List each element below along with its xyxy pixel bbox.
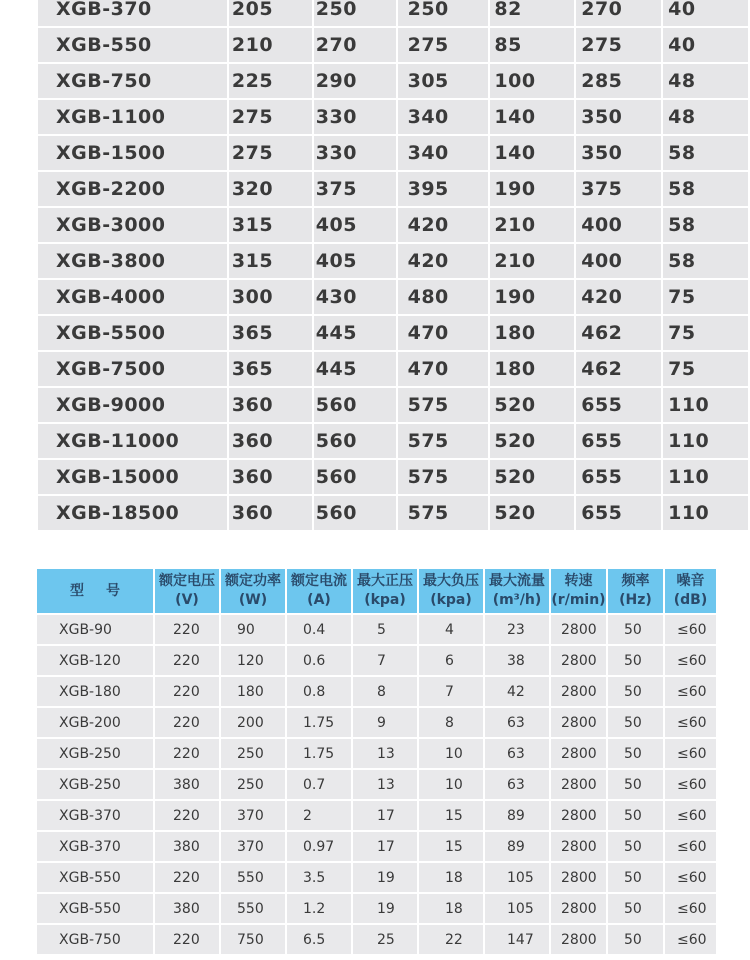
value-cell: 110 — [663, 424, 748, 458]
value-cell: 50 — [608, 832, 663, 861]
header-noise — [665, 569, 716, 613]
header-unit: (kpa) — [364, 592, 406, 608]
value-cell: 2800 — [551, 801, 606, 830]
table-row — [38, 388, 748, 422]
value-cell: 58 — [663, 172, 748, 206]
value-cell: 290 — [314, 64, 396, 98]
value-cell: 180 — [490, 352, 574, 386]
table-row — [38, 244, 748, 278]
model-cell: XGB-4000 — [38, 280, 227, 314]
value-cell: ≤60 — [665, 615, 716, 644]
value-cell: 40 — [663, 28, 748, 62]
model-cell: XGB-3000 — [38, 208, 227, 242]
value-cell: 75 — [663, 280, 748, 314]
value-cell: 58 — [663, 244, 748, 278]
value-cell: 2800 — [551, 677, 606, 706]
header-unit: (W) — [238, 592, 268, 608]
value-cell: 190 — [490, 172, 574, 206]
table-row — [38, 496, 748, 530]
value-cell: 50 — [608, 925, 663, 954]
value-cell: 13 — [353, 770, 417, 799]
value-cell: 140 — [490, 136, 574, 170]
value-cell: 15 — [419, 801, 483, 830]
value-cell: 315 — [229, 208, 312, 242]
header-label: 最大负压 — [423, 573, 479, 589]
model-cell: XGB-370 — [37, 832, 153, 861]
value-cell: 550 — [221, 894, 285, 923]
value-cell: 22 — [419, 925, 483, 954]
value-cell: 2800 — [551, 615, 606, 644]
value-cell: 50 — [608, 770, 663, 799]
value-cell: 420 — [398, 244, 489, 278]
value-cell: 48 — [663, 64, 748, 98]
value-cell: 13 — [353, 739, 417, 768]
value-cell: 520 — [490, 424, 574, 458]
model-cell: XGB-7500 — [38, 352, 227, 386]
value-cell: 305 — [398, 64, 489, 98]
value-cell: 300 — [229, 280, 312, 314]
value-cell: 2800 — [551, 708, 606, 737]
value-cell: 655 — [576, 388, 661, 422]
value-cell: 462 — [576, 316, 661, 350]
value-cell: 520 — [490, 496, 574, 530]
value-cell: 220 — [155, 863, 219, 892]
value-cell: ≤60 — [665, 894, 716, 923]
spec-table — [35, 567, 718, 956]
value-cell: 1.75 — [287, 739, 351, 768]
value-cell: 560 — [314, 424, 396, 458]
value-cell: 285 — [576, 64, 661, 98]
value-cell: 23 — [485, 615, 549, 644]
value-cell: 315 — [229, 244, 312, 278]
table-row — [37, 925, 716, 954]
value-cell: 250 — [221, 770, 285, 799]
header-label: 额定电压 — [159, 573, 215, 589]
model-cell: XGB-750 — [37, 925, 153, 954]
value-cell: 350 — [576, 136, 661, 170]
value-cell: 560 — [314, 460, 396, 494]
value-cell: 9 — [353, 708, 417, 737]
value-cell: 110 — [663, 460, 748, 494]
value-cell: 18 — [419, 894, 483, 923]
value-cell: 2800 — [551, 770, 606, 799]
value-cell: 58 — [663, 208, 748, 242]
value-cell: 90 — [221, 615, 285, 644]
header-unit: (A) — [307, 592, 331, 608]
value-cell: 365 — [229, 316, 312, 350]
value-cell: 370 — [221, 832, 285, 861]
table-row — [38, 100, 748, 134]
table-row — [37, 801, 716, 830]
model-cell: XGB-250 — [37, 739, 153, 768]
value-cell: 655 — [576, 460, 661, 494]
header-label: 噪音 — [676, 573, 705, 589]
value-cell: 420 — [576, 280, 661, 314]
table-row — [37, 739, 716, 768]
value-cell: 405 — [314, 244, 396, 278]
model-cell: XGB-750 — [38, 64, 227, 98]
value-cell: 50 — [608, 801, 663, 830]
table-row — [38, 28, 748, 62]
header-rated-power — [221, 569, 285, 613]
value-cell: 445 — [314, 316, 396, 350]
header-unit: (kpa) — [430, 592, 472, 608]
value-cell: 220 — [155, 646, 219, 675]
value-cell: 210 — [490, 208, 574, 242]
header-unit: (m³/h) — [492, 592, 542, 608]
value-cell: 370 — [221, 801, 285, 830]
header-unit: (Hz) — [619, 592, 652, 608]
value-cell: 320 — [229, 172, 312, 206]
value-cell: 210 — [490, 244, 574, 278]
header-frequency — [608, 569, 663, 613]
value-cell: 4 — [419, 615, 483, 644]
value-cell: 8 — [419, 708, 483, 737]
value-cell: 50 — [608, 739, 663, 768]
model-cell: XGB-550 — [38, 28, 227, 62]
value-cell: 48 — [663, 100, 748, 134]
value-cell: 40 — [663, 0, 748, 26]
table-row — [38, 136, 748, 170]
value-cell: 520 — [490, 388, 574, 422]
value-cell: 205 — [229, 0, 312, 26]
value-cell: 400 — [576, 244, 661, 278]
value-cell: 25 — [353, 925, 417, 954]
value-cell: 360 — [229, 388, 312, 422]
header-label: 频率 — [621, 573, 650, 589]
value-cell: 190 — [490, 280, 574, 314]
header-unit: (V) — [175, 592, 199, 608]
header-rated-current — [287, 569, 351, 613]
value-cell: 3.5 — [287, 863, 351, 892]
value-cell: 250 — [398, 0, 489, 26]
value-cell: 380 — [155, 832, 219, 861]
value-cell: 220 — [155, 677, 219, 706]
value-cell: ≤60 — [665, 863, 716, 892]
value-cell: 750 — [221, 925, 285, 954]
model-cell: XGB-90 — [37, 615, 153, 644]
value-cell: 10 — [419, 739, 483, 768]
value-cell: 2800 — [551, 863, 606, 892]
value-cell: 2800 — [551, 894, 606, 923]
value-cell: 250 — [314, 0, 396, 26]
value-cell: 270 — [314, 28, 396, 62]
value-cell: 330 — [314, 100, 396, 134]
value-cell: 575 — [398, 460, 489, 494]
header-model — [37, 569, 153, 613]
value-cell: ≤60 — [665, 801, 716, 830]
value-cell: 400 — [576, 208, 661, 242]
model-cell: XGB-370 — [37, 801, 153, 830]
header-model-char-2: 号 — [106, 582, 120, 599]
table-row — [38, 64, 748, 98]
header-rated-voltage — [155, 569, 219, 613]
table-row — [38, 280, 748, 314]
table-row — [38, 316, 748, 350]
value-cell: 220 — [155, 925, 219, 954]
value-cell: 10 — [419, 770, 483, 799]
value-cell: 89 — [485, 832, 549, 861]
header-label: 最大正压 — [357, 573, 413, 589]
table-row — [37, 677, 716, 706]
value-cell: 275 — [229, 136, 312, 170]
value-cell: 6.5 — [287, 925, 351, 954]
table-row — [38, 460, 748, 494]
value-cell: 470 — [398, 352, 489, 386]
model-cell: XGB-9000 — [38, 388, 227, 422]
value-cell: 480 — [398, 280, 489, 314]
value-cell: 17 — [353, 832, 417, 861]
value-cell: 2 — [287, 801, 351, 830]
model-cell: XGB-5500 — [38, 316, 227, 350]
value-cell: 220 — [155, 708, 219, 737]
value-cell: 100 — [490, 64, 574, 98]
table-row — [38, 0, 748, 26]
dimension-table — [36, 0, 750, 532]
value-cell: 380 — [155, 894, 219, 923]
value-cell: 120 — [221, 646, 285, 675]
value-cell: 380 — [155, 770, 219, 799]
value-cell: 250 — [221, 739, 285, 768]
value-cell: ≤60 — [665, 677, 716, 706]
table-row — [37, 708, 716, 737]
header-label: 转速 — [564, 573, 593, 589]
value-cell: 8 — [353, 677, 417, 706]
value-cell: 38 — [485, 646, 549, 675]
value-cell: 82 — [490, 0, 574, 26]
model-cell: XGB-18500 — [38, 496, 227, 530]
value-cell: 360 — [229, 496, 312, 530]
table-row — [37, 615, 716, 644]
table-row — [37, 863, 716, 892]
value-cell: 180 — [490, 316, 574, 350]
value-cell: 0.7 — [287, 770, 351, 799]
header-unit: (dB) — [673, 592, 708, 608]
value-cell: 0.4 — [287, 615, 351, 644]
table-row — [37, 770, 716, 799]
value-cell: 50 — [608, 708, 663, 737]
value-cell: 340 — [398, 100, 489, 134]
table-row — [38, 352, 748, 386]
value-cell: 15 — [419, 832, 483, 861]
model-cell: XGB-200 — [37, 708, 153, 737]
header-max-vacuum — [419, 569, 483, 613]
value-cell: 360 — [229, 460, 312, 494]
value-cell: 365 — [229, 352, 312, 386]
value-cell: 2800 — [551, 925, 606, 954]
header-label: 额定功率 — [225, 573, 281, 589]
value-cell: 225 — [229, 64, 312, 98]
table-row — [38, 208, 748, 242]
value-cell: 7 — [419, 677, 483, 706]
value-cell: 50 — [608, 615, 663, 644]
spec-table-header — [37, 569, 716, 613]
header-unit: (r/min) — [551, 592, 606, 608]
value-cell: 655 — [576, 496, 661, 530]
model-cell: XGB-1500 — [38, 136, 227, 170]
model-cell: XGB-11000 — [38, 424, 227, 458]
model-cell: XGB-250 — [37, 770, 153, 799]
value-cell: 58 — [663, 136, 748, 170]
value-cell: 430 — [314, 280, 396, 314]
table-row — [37, 894, 716, 923]
value-cell: 2800 — [551, 646, 606, 675]
value-cell: 575 — [398, 388, 489, 422]
value-cell: 350 — [576, 100, 661, 134]
spec-header-row — [37, 569, 716, 613]
value-cell: 200 — [221, 708, 285, 737]
value-cell: 50 — [608, 863, 663, 892]
value-cell: 340 — [398, 136, 489, 170]
model-cell: XGB-1100 — [38, 100, 227, 134]
value-cell: 63 — [485, 739, 549, 768]
value-cell: 0.97 — [287, 832, 351, 861]
value-cell: 575 — [398, 424, 489, 458]
value-cell: 210 — [229, 28, 312, 62]
value-cell: 6 — [419, 646, 483, 675]
value-cell: 75 — [663, 316, 748, 350]
value-cell: 180 — [221, 677, 285, 706]
value-cell: 0.8 — [287, 677, 351, 706]
value-cell: 105 — [485, 894, 549, 923]
value-cell: 110 — [663, 388, 748, 422]
header-max-pressure — [353, 569, 417, 613]
value-cell: 375 — [576, 172, 661, 206]
value-cell: 655 — [576, 424, 661, 458]
table-row — [37, 832, 716, 861]
value-cell: ≤60 — [665, 832, 716, 861]
value-cell: 18 — [419, 863, 483, 892]
value-cell: 1.75 — [287, 708, 351, 737]
header-label: 额定电流 — [291, 573, 347, 589]
value-cell: 462 — [576, 352, 661, 386]
header-speed — [551, 569, 606, 613]
value-cell: 360 — [229, 424, 312, 458]
value-cell: ≤60 — [665, 646, 716, 675]
value-cell: 470 — [398, 316, 489, 350]
model-cell: XGB-120 — [37, 646, 153, 675]
value-cell: 50 — [608, 677, 663, 706]
value-cell: 270 — [576, 0, 661, 26]
header-label: 最大流量 — [489, 573, 545, 589]
value-cell: 85 — [490, 28, 574, 62]
model-cell: XGB-370 — [38, 0, 227, 26]
value-cell: 140 — [490, 100, 574, 134]
table-row — [37, 646, 716, 675]
value-cell: ≤60 — [665, 708, 716, 737]
header-max-flow — [485, 569, 549, 613]
value-cell: 275 — [398, 28, 489, 62]
value-cell: 50 — [608, 646, 663, 675]
value-cell: 560 — [314, 388, 396, 422]
table-row — [38, 424, 748, 458]
value-cell: 50 — [608, 894, 663, 923]
model-cell: XGB-550 — [37, 863, 153, 892]
value-cell: 1.2 — [287, 894, 351, 923]
value-cell: 19 — [353, 863, 417, 892]
model-cell: XGB-2200 — [38, 172, 227, 206]
model-cell: XGB-3800 — [38, 244, 227, 278]
value-cell: 560 — [314, 496, 396, 530]
value-cell: 550 — [221, 863, 285, 892]
value-cell: 220 — [155, 615, 219, 644]
spec-table-body — [37, 615, 716, 954]
value-cell: 395 — [398, 172, 489, 206]
value-cell: 7 — [353, 646, 417, 675]
table-row — [38, 172, 748, 206]
value-cell: ≤60 — [665, 925, 716, 954]
value-cell: 89 — [485, 801, 549, 830]
value-cell: 445 — [314, 352, 396, 386]
value-cell: 420 — [398, 208, 489, 242]
value-cell: 520 — [490, 460, 574, 494]
model-cell: XGB-550 — [37, 894, 153, 923]
value-cell: ≤60 — [665, 739, 716, 768]
header-model-char-1: 型 — [70, 582, 84, 599]
value-cell: 5 — [353, 615, 417, 644]
value-cell: 147 — [485, 925, 549, 954]
model-cell: XGB-180 — [37, 677, 153, 706]
value-cell: 19 — [353, 894, 417, 923]
model-cell: XGB-15000 — [38, 460, 227, 494]
value-cell: 2800 — [551, 832, 606, 861]
value-cell: 220 — [155, 801, 219, 830]
dimension-table-body — [38, 0, 748, 530]
value-cell: 110 — [663, 496, 748, 530]
value-cell: 105 — [485, 863, 549, 892]
value-cell: 405 — [314, 208, 396, 242]
value-cell: 275 — [229, 100, 312, 134]
value-cell: 575 — [398, 496, 489, 530]
value-cell: 330 — [314, 136, 396, 170]
value-cell: 42 — [485, 677, 549, 706]
value-cell: 2800 — [551, 739, 606, 768]
value-cell: 275 — [576, 28, 661, 62]
value-cell: 63 — [485, 770, 549, 799]
value-cell: ≤60 — [665, 770, 716, 799]
value-cell: 75 — [663, 352, 748, 386]
value-cell: 17 — [353, 801, 417, 830]
value-cell: 63 — [485, 708, 549, 737]
value-cell: 375 — [314, 172, 396, 206]
value-cell: 220 — [155, 739, 219, 768]
value-cell: 0.6 — [287, 646, 351, 675]
